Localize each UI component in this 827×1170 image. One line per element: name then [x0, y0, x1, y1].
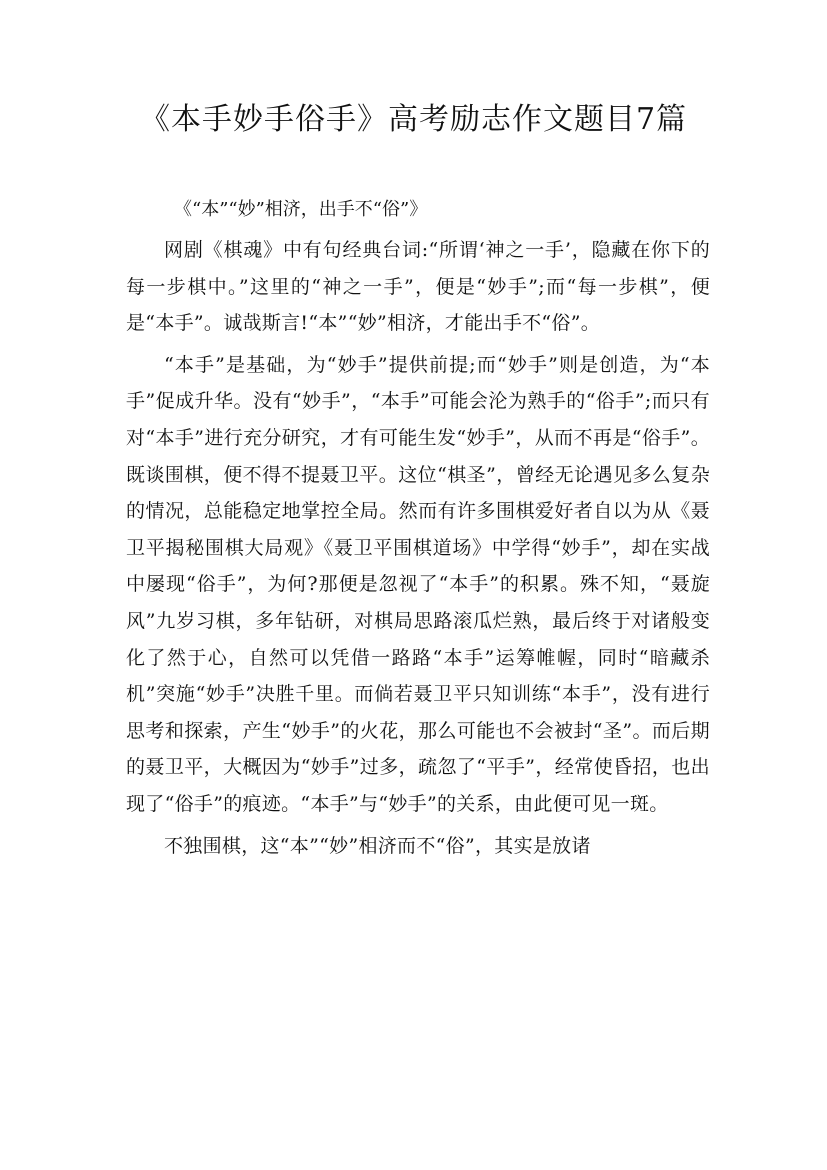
- paragraph-2: “本手”是基础，为“妙手”提供前提;而“妙手”则是创造，为“本手”促成升华。没有“妙手”，“本手”可能会沦为熟手的“俗手”;而只有对“本手”进行充分研究，才有可能生发“妙手”，从而不再是“俗手”。既谈围棋，便不得不提聂卫平。这位“棋圣”，曾经无论遇见多么复杂的情况，总能稳定地掌控全局。然而有许多围棋爱好者自以为从《聂卫平揭秘围棋大局观》《聂卫平围棋道场》中学得“妙手”，却在实战中屡现“俗手”，为何?那便是忽视了“本手”的积累。殊不知，“聂旋风”九岁习棋，多年钻研，对棋局思路滚瓜烂熟，最后终于对诸般变化了然于心，自然可以凭借一路路“本手”运筹帷幄，同时“暗藏杀机”突施“妙手”决胜千里。而倘若聂卫平只知训练“本手”，没有进行思考和探索，产生“妙手”的火花，那么可能也不会被封“圣”。而后期的聂卫平，大概因为“妙手”过多，疏忽了“平手”，经常使昏招，也出现了“俗手”的痕迹。“本手”与“妙手”的关系，由此便可见一斑。: [126, 353, 710, 815]
- document-body: [126, 196, 710, 864]
- paragraph-1: 网剧《棋魂》中有句经典台词:“所谓‘神之一手’，隐藏在你下的每一步棋中。”这里的“神之一手”，便是“妙手”;而“每一步棋”，便是“本手”。诚哉斯言!“本”“妙”相济，才能出手不“俗”。: [126, 239, 710, 335]
- essay-heading: 《“本”“妙”相济，出手不“俗”》: [174, 199, 428, 220]
- paragraph-3: 不独围棋，这“本”“妙”相济而不“俗”，其实是放诸: [164, 834, 591, 857]
- document-title: 《本手妙手俗手》高考励志作文题目7篇: [139, 102, 688, 137]
